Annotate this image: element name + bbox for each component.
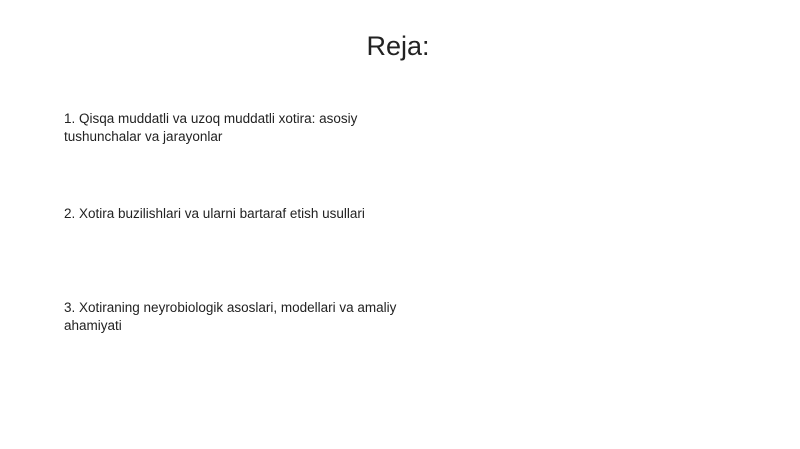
plan-item-1: 1. Qisqa muddatli va uzoq muddatli xotira: asosiy tushunchalar va jarayonlar — [64, 111, 358, 144]
plan-item-3: 3. Xotiraning neyrobiologik asoslari, modellari va amaliy ahamiyati — [64, 300, 397, 333]
plan-item-2: 2. Xotira buzilishlari va ularni bartaraf etish usullari — [64, 206, 365, 221]
slide-title: Reja: — [366, 31, 430, 61]
